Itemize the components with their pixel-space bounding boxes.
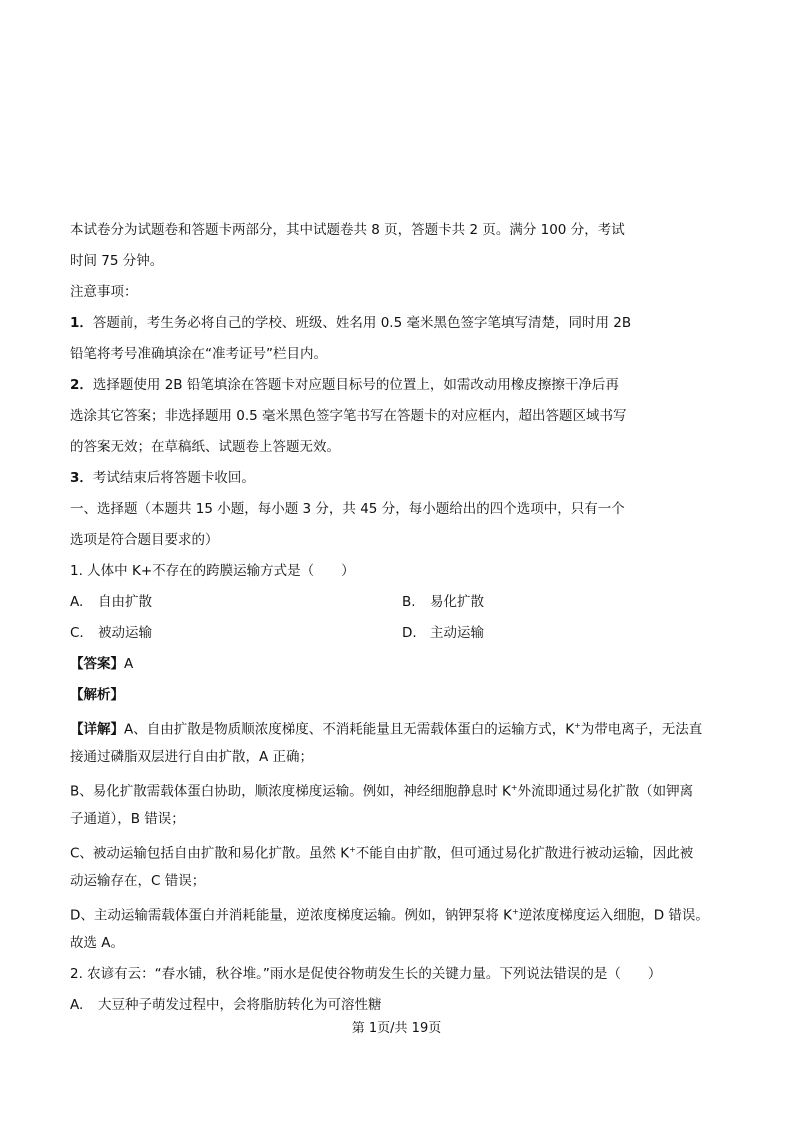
q1-option-c-text: 被动运输 — [98, 625, 152, 641]
q1-answer-tag: 【答案】 — [70, 656, 124, 672]
q1-detail-b-1-sup: + — [510, 783, 518, 792]
q1-detail-a-2: 接通过磷脂双层进行自由扩散，A 正确； — [70, 749, 314, 765]
q1-detail-a-1-pre: A、自由扩散是物质顺浓度梯度、不消耗能量且无需载体蛋白的运输方式，K — [124, 721, 575, 738]
q1-detail-b-1 — [70, 778, 693, 802]
notice-item-1-number: 1． — [70, 315, 93, 331]
q1-detail-d-1 — [70, 902, 709, 926]
q1-detail-a-1 — [70, 716, 702, 740]
intro-line-2: 时间 75 分钟。 — [70, 253, 164, 269]
q1-option-d-label: D. — [402, 625, 417, 641]
q1-detail-d-1-pre: D、主动运输需载体蛋白并消耗能量，逆浓度梯度运输。例如，钠钾泵将 K — [70, 907, 513, 924]
q1-detail-b-1-pre: B、易化扩散需载体蛋白协助，顺浓度梯度运输。例如，神经细胞静息时 K — [70, 783, 511, 800]
q1-option-d-text: 主动运输 — [430, 625, 484, 641]
q2-option-a-text: 大豆种子萌发过程中，会将脂肪转化为可溶性糖 — [98, 997, 382, 1013]
q1-detail-c-1-post: 不能自由扩散，但可通过易化扩散进行被动运输，因此被 — [355, 845, 694, 862]
notice-item-2 — [70, 375, 619, 395]
notice-item-3 — [70, 468, 255, 488]
q1-detail-tag: 【详解】 — [70, 721, 124, 738]
q1-option-c-label: C. — [70, 625, 84, 641]
q1-detail-c-2: 动运输存在，C 错误； — [70, 873, 206, 889]
q1-detail-d-1-post: 逆浓度梯度运入细胞，D 错误。 — [518, 907, 709, 924]
section-1-heading-cont: 选项是符合题目要求的） — [70, 532, 219, 548]
q1-conclusion: 故选 A。 — [70, 935, 125, 951]
notice-item-2-cont-1: 选涂其它答案；非选择题用 0.5 毫米黑色签字笔书写在答题卡的对应框内，超出答题区域书写 — [70, 408, 627, 424]
q1-answer — [70, 654, 133, 674]
q2-stem: 2. 农谚有云：“春水铺，秋谷堆。”雨水是促使谷物萌发生长的关键力量。下列说法错误的是（ ） — [70, 966, 662, 982]
notice-item-2-cont-2: 的答案无效；在草稿纸、试题卷上答题无效。 — [70, 439, 340, 455]
intro-line-1: 本试卷分为试题卷和答题卡两部分，其中试题卷共 8 页，答题卡共 2 页。满分 100 分，考试 — [70, 222, 625, 238]
q1-detail-c-1-pre: C、被动运输包括自由扩散和易化扩散。虽然 K — [70, 845, 350, 862]
q1-detail-b-1-post: 外流即通过易化扩散（如钾离 — [517, 783, 694, 800]
q1-detail-c-1 — [70, 840, 693, 864]
notice-item-2-number: 2． — [70, 377, 93, 393]
notice-item-3-number: 3． — [70, 470, 93, 486]
q2-option-a — [70, 995, 382, 1015]
q1-stem: 1. 人体中 K+不存在的跨膜运输方式是（ ） — [70, 563, 355, 579]
q1-option-b-text: 易化扩散 — [430, 594, 484, 610]
q1-answer-value: A — [124, 656, 134, 672]
notice-item-1-text: 答题前，考生务必将自己的学校、班级、姓名用 0.5 毫米黑色签字笔填写清楚，同时用 2B — [92, 315, 632, 331]
q1-detail-d-1-sup: + — [512, 907, 519, 916]
notice-item-1-cont: 铅笔将考号准确填涂在“准考证号”栏目内。 — [70, 346, 327, 362]
q1-detail-a-1-sup: + — [574, 721, 581, 730]
q1-detail-c-1-sup: + — [349, 845, 356, 854]
q2-option-a-label: A. — [70, 997, 84, 1013]
notice-item-3-text: 考试结束后将答题卡收回。 — [92, 470, 255, 486]
q1-option-b-label: B. — [402, 594, 416, 610]
notice-item-2-text: 选择题使用 2B 铅笔填涂在答题卡对应题目标号的位置上，如需改动用橡皮擦擦干净后再 — [92, 377, 619, 393]
q1-option-b — [402, 592, 484, 612]
q1-detail-b-2: 子通道），B 错误； — [70, 811, 185, 827]
page-footer: 第 1页/共 19页 — [351, 1021, 442, 1036]
q1-option-c — [70, 623, 152, 643]
q1-option-a-text: 自由扩散 — [98, 594, 152, 610]
notice-item-1 — [70, 313, 631, 333]
section-1-heading: 一、选择题（本题共 15 小题，每小题 3 分，共 45 分，每小题给出的四个选项中，只有一个 — [70, 501, 625, 517]
q1-option-d — [402, 623, 484, 643]
q1-option-a-label: A. — [70, 594, 84, 610]
q1-option-a — [70, 592, 152, 612]
q1-analysis-tag: 【解析】 — [70, 687, 124, 703]
notice-title: 注意事项： — [70, 284, 138, 300]
q1-detail-a-1-post: 为带电离子，无法直 — [580, 721, 703, 738]
